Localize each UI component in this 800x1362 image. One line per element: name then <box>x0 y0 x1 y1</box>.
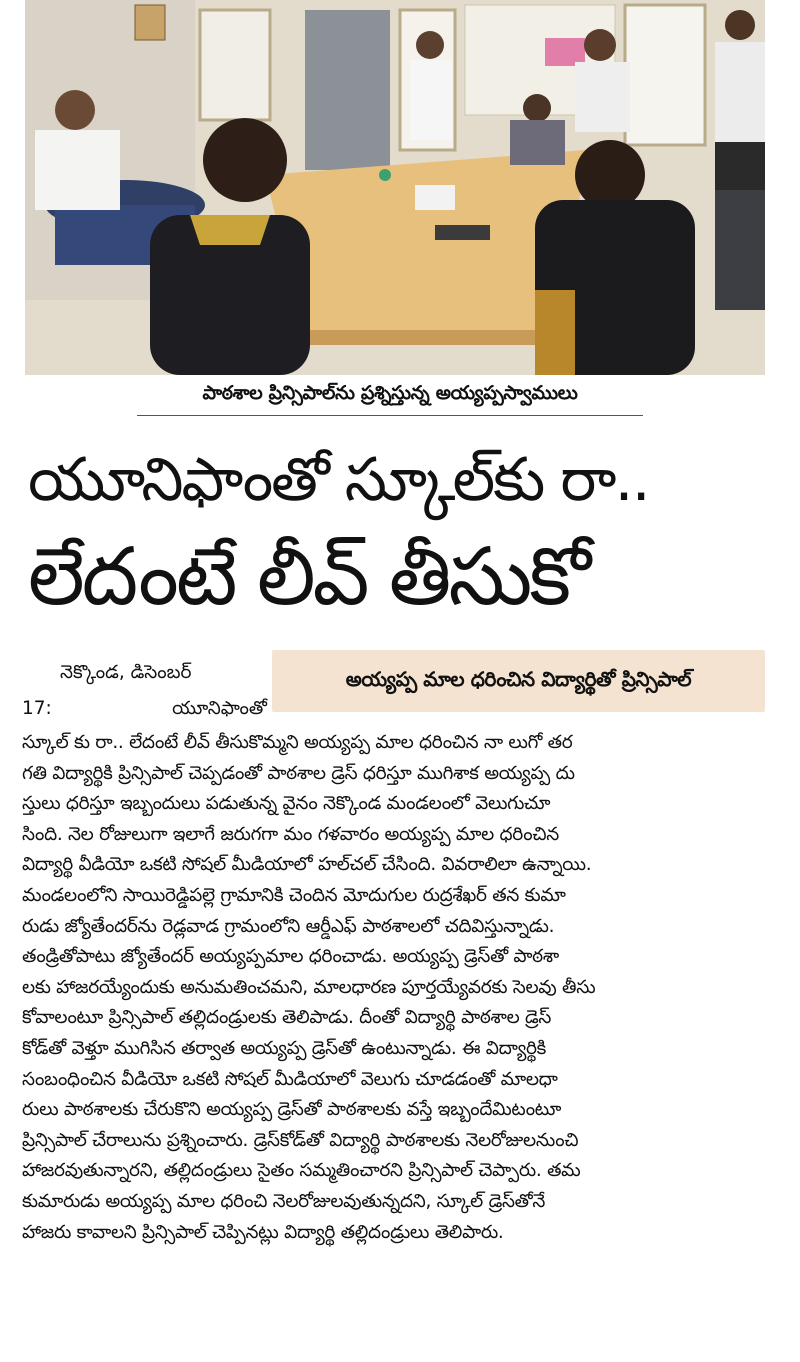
article-line: తండ్రితోపాటు జ్యోతేందర్ అయ్యప్పమాల ధరించాడు. అయ్యప్ప డ్రెస్‌తో పాఠశా <box>22 946 559 968</box>
article-line: కుమారుడు అయ్యప్ప మాల ధరించి నెలరోజులవుతున్నదని, స్కూల్ డ్రెస్‌తోనే <box>22 1190 546 1212</box>
article-line: ప్రిన్సిపాల్ చేరాలును ప్రశ్నించారు. డ్రెస్‌కోడ్‌తో విద్యార్థి పాఠశాలకు నెలరోజులనుంచి <box>22 1129 579 1151</box>
article-line: లకు హాజరయ్యేందుకు అనుమతించమని, మాలధారణ పూర్తయ్యేవరకు సెలవు తీసు <box>22 976 596 998</box>
article-line: హాజరవుతున్నారని, తల్లిదండ్రులు సైతం సమ్మతించారని ప్రిన్సిపాల్ చెప్పారు. తమ <box>22 1160 581 1182</box>
article-line: కోవాలంటూ ప్రిన్సిపాల్ తల్లిదండ్రులకు తెలిపాడు. దీంతో విద్యార్థి పాఠశాల డ్రెస్ <box>22 1007 552 1029</box>
article-line: కోడ్‌తో వెళ్తూ ముగిసిన తర్వాత అయ్యప్ప డ్రెస్‌తో ఉంటున్నాడు. ఈ విద్యార్థికి <box>22 1037 547 1059</box>
article-line: మండలంలోని సాయిరెడ్డిపల్లె గ్రామానికి చెందిన మోదుగుల రుద్రశేఖర్ తన కుమా <box>22 884 566 906</box>
article-line: సింది. నెల రోజులుగా ఇలాగే జరుగగా మం గళవారం అయ్యప్ప మాల ధరించిన <box>22 823 559 845</box>
news-photo <box>25 0 765 375</box>
article-line: స్కూల్ కు రా.. లేదంటే లీవ్ తీసుకొమ్మని అయ్యప్ప మాల ధరించిన నా లుగో తర <box>22 732 573 753</box>
classroom-photo-illustration <box>25 0 765 375</box>
article-line: రులు పాఠశాలకు చేరుకొని అయ్యప్ప డ్రెస్‌తో పాఠశాలకు వస్తే ఇబ్బందేమిటంటూ <box>22 1099 562 1121</box>
article-line: రుడు జ్యోతేందర్‌ను రెడ్లవాడ గ్రామంలోని ఆర్డీఎఫ్ పాఠశాలలో చదివిస్తున్నాడు. <box>22 915 555 937</box>
dateline-day: 17: <box>22 698 52 719</box>
article-body <box>22 728 778 1248</box>
article-line: స్తులు ధరిస్తూ ఇబ్బందులు పడుతున్న వైనం నెక్కొండ మండలంలో వెలుగుచూ <box>22 793 551 815</box>
dateline-place-date: నెక్కొండ, డిసెంబర్ <box>60 662 192 683</box>
photo-caption: పాఠశాల ప్రిన్సిపాల్‌ను ప్రశ్నిస్తున్న అయ్యప్పస్వాములు <box>137 382 643 416</box>
article-line: సంబంధించిన వీడియో ఒకటి సోషల్ మీడియాలో వెలుగు చూడడంతో మాలధా <box>22 1068 558 1090</box>
article-line: విద్యార్థి వీడియో ఒకటి సోషల్ మీడియాలో హల్‌చల్ చేసింది. వివరాలిలా ఉన్నాయి. <box>22 854 592 876</box>
dateline-first-word: యూనిఫాంతో <box>172 698 267 719</box>
article-line: గతి విద్యార్థికి ప్రిన్సిపాల్ చెప్పడంతో పాఠశాల డ్రెస్ ధరిస్తూ ముగిశాక అయ్యప్ప దు <box>22 762 575 784</box>
dateline <box>22 655 267 727</box>
headline-line-2: లేదంటే లీవ్ తీసుకో <box>28 530 589 623</box>
dateline-second-line <box>22 691 267 727</box>
article-line: హాజరు కావాలని ప్రిన్సిపాల్ చెప్పినట్లు విద్యార్థి తల్లిదండ్రులు తెలిపారు. <box>22 1221 504 1243</box>
subheadline-box <box>272 650 765 712</box>
subheadline-text: అయ్యప్ప మాల ధరించిన విద్యార్థితో ప్రిన్సిపాల్ <box>345 666 692 691</box>
headline-line-1: యూనిఫాంతో స్కూల్‌కు రా.. <box>28 445 649 515</box>
